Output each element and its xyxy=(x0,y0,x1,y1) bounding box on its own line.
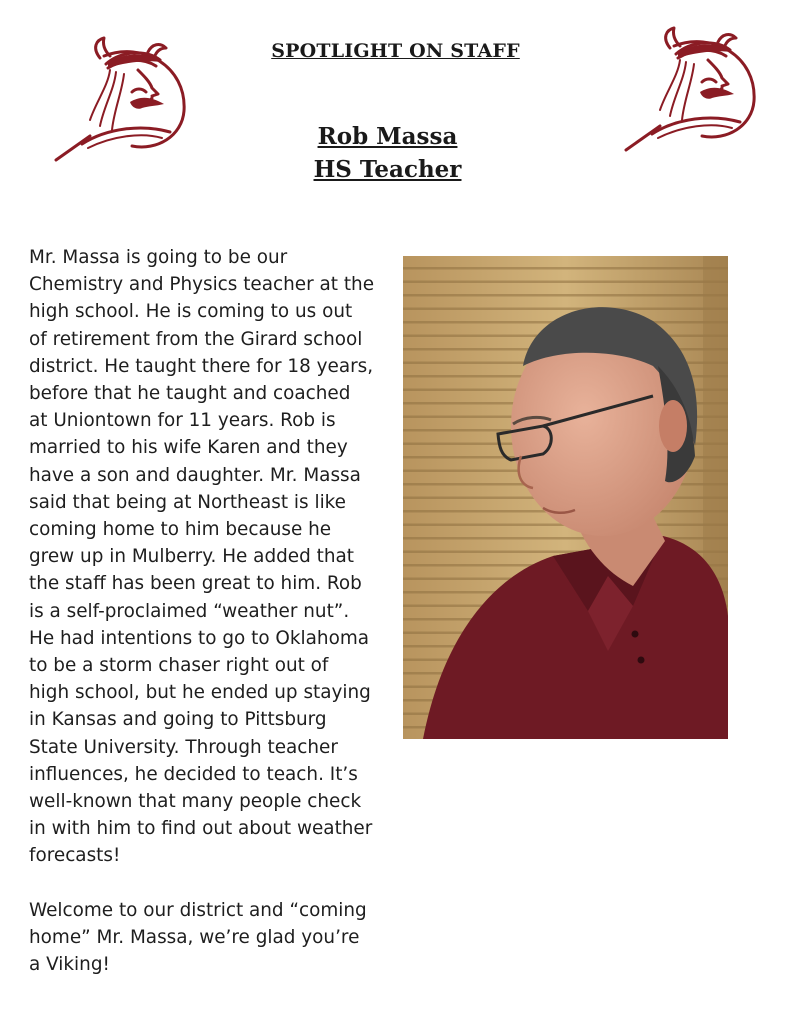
page-title: SPOTLIGHT ON STAFF xyxy=(271,40,520,62)
staff-heading xyxy=(0,120,775,186)
staff-name: Rob Massa xyxy=(317,123,458,150)
staff-role: HS Teacher xyxy=(313,156,462,183)
article-paragraph: Mr. Massa is going to be our Chemistry and Physics teacher at the high school. He is coming to us out of retirement from the Girard school district. He taught there for 18 years, before that he taught and coached at Uniontown for 11 years. Rob is married to his wife Karen and they have a son and daughter. Mr. Massa said that being at Northeast is like coming home to him because he grew up in Mulberry. He added that the staff has been great to him. Rob is a self-proclaimed “weather nut”. He had intentions to go to Oklahoma to be a storm chaser right out of high school, but he ended up staying in Kansas and going to Pittsburg State University. Through teacher influences, he decided to teach. It’s well-known that many people check in with him to find out about weather forecasts! xyxy=(29,247,375,867)
staff-photo xyxy=(403,256,728,739)
article-body xyxy=(29,244,374,1005)
article-paragraph: Welcome to our district and “coming home” Mr. Massa, we’re glad you’re a Viking! xyxy=(29,899,367,976)
